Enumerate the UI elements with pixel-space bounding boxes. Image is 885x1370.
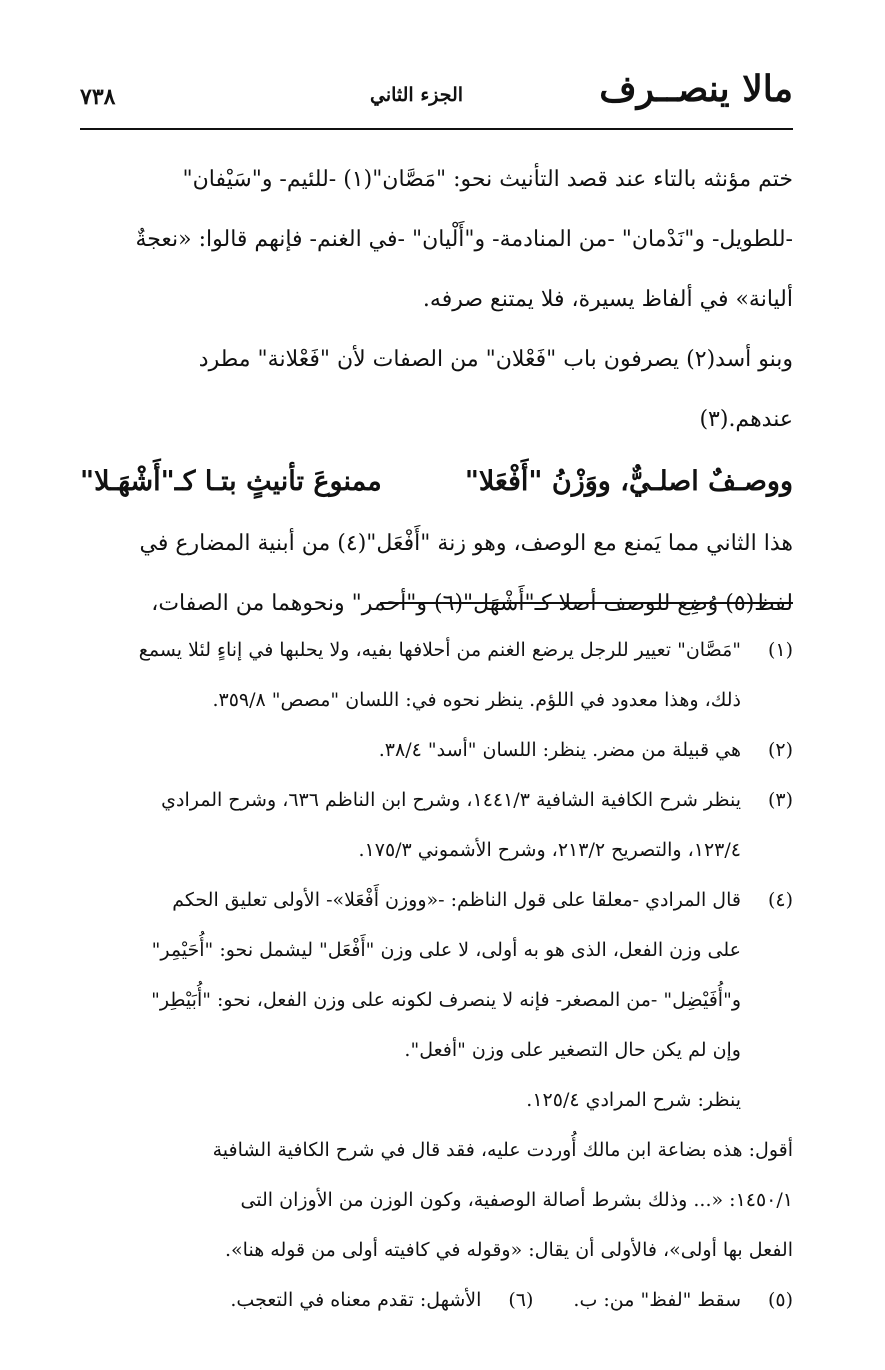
- paragraph: [80, 514, 793, 634]
- paragraph: [80, 330, 793, 450]
- footnote-number: (٣): [767, 789, 793, 811]
- footnotes: [80, 625, 793, 1325]
- footnote-number: (١): [767, 639, 793, 661]
- chapter-title: مالا ينصــرف: [599, 68, 793, 110]
- part-label: الجزء الثاني: [370, 84, 464, 106]
- footnote-number: (٢): [767, 739, 793, 761]
- text-line: عندهم.(٣): [699, 407, 793, 432]
- page-number: ٧٣٨: [80, 84, 116, 110]
- verse-second-hemistich: ممنوعَ تأنيثٍ بتـا كـ"أَشْهَـلا": [80, 466, 382, 497]
- footnote-number: (٦): [508, 1289, 534, 1311]
- footnote: [80, 625, 793, 725]
- main-text: [80, 150, 793, 634]
- text-line: وبنو أسد(٢) يصرفون باب "فَعْلان" من الصفات لأن "فَعْلانة" مطرد: [198, 347, 793, 372]
- footnote-text: [80, 725, 741, 775]
- text-line: قال المرادي -معلقا على قول الناظم: -«ووزن أَفْعَلا»- الأولى تعليق الحكم: [172, 889, 741, 911]
- poem-verse: [80, 450, 793, 514]
- text-line: هذا الثاني مما يَمنع مع الوصف، وهو زنة "أَفْعَل"(٤) من أبنية المضارع في: [139, 531, 793, 556]
- footnote-text: [80, 875, 741, 1125]
- text-line: و"أُفَيْضِل" -من المصغر- فإنه لا ينصرف لكونه على وزن الفعل، نحو: "أُبَيْطِر": [151, 989, 741, 1011]
- text-line: هي قبيلة من مضر. ينظر: اللسان "أسد" ٣٨/٤.: [378, 739, 741, 761]
- verse-first-hemistich: ووصـفٌ اصلـيٌّ، ووَزْنُ "أَفْعَلا": [464, 466, 793, 497]
- text-line: -للطويل- و"نَدْمان" -من المنادمة- و"أَلْيان" -في الغنم- فإنهم قالوا: «نعجةٌ: [135, 227, 793, 252]
- text-line: أليانة» في ألفاظ يسيرة، فلا يمتنع صرفه.: [422, 287, 793, 312]
- text-line: ينظر: شرح المرادي ١٢٥/٤.: [526, 1089, 741, 1111]
- text-line: ١٤٥٠/١: «... وذلك بشرط أصالة الوصفية، وكون الوزن من الأوزان التى: [240, 1189, 793, 1211]
- footnote-text: [80, 1125, 793, 1275]
- footnote-number: (٤): [767, 889, 793, 911]
- footnote-text: الأشهل: تقدم معناه في التعجب.: [230, 1289, 482, 1311]
- footnote: [80, 725, 793, 775]
- text-line: "مَصَّان" تعيير للرجل يرضع الغنم من أحلافها بفيه، ولا يحلبها في إناءٍ لئلا يسمع: [138, 639, 741, 661]
- text-line: على وزن الفعل، الذى هو به أولى، لا على وزن "أَفْعَل" ليشمل نحو: "أُحَيْمِر": [151, 939, 741, 961]
- text-line: ١٢٣/٤، والتصريح ٢١٣/٢، وشرح الأشموني ١٧٥/٣.: [358, 839, 741, 861]
- footnote-text: [80, 625, 741, 725]
- footnote-text: سقط "لفظ" من: ب.: [573, 1289, 741, 1311]
- footnote-continuation: [80, 1125, 793, 1275]
- page-header: [80, 68, 793, 130]
- text-line: ذلك، وهذا معدود في اللؤم. ينظر نحوه في: اللسان "مصص" ٣٥٩/٨.: [212, 689, 741, 711]
- footnote-row: [80, 1275, 793, 1325]
- paragraph: [80, 150, 793, 330]
- footnote-number: (٥): [767, 1289, 793, 1311]
- footnote: [80, 775, 793, 875]
- text-line: لفظ(٥) وُضِع للوصف أصلا كـ"أَشْهَل"(٦) و"أحمر" ونحوهما من الصفات،: [151, 591, 793, 616]
- text-line: وإن لم يكن حال التصغير على وزن "أفعل".: [404, 1039, 741, 1061]
- footnote-separator: [380, 602, 793, 604]
- footnote-text: [80, 775, 741, 875]
- text-line: الفعل بها أولى»، فالأولى أن يقال: «وقوله في كافيته أولى من قوله هنا».: [225, 1239, 793, 1261]
- text-line: أقول: هذه بضاعة ابن مالك أُوردت عليه، فقد قال في شرح الكافية الشافية: [212, 1139, 793, 1161]
- text-line: ختم مؤنثه بالتاء عند قصد التأنيث نحو: "مَصَّان"(١) -للئيم- و"سَيْفان": [182, 167, 793, 192]
- text-line: ينظر شرح الكافية الشافية ١٤٤١/٣، وشرح ابن الناظم ٦٣٦، وشرح المرادي: [161, 789, 741, 811]
- footnote: [80, 875, 793, 1125]
